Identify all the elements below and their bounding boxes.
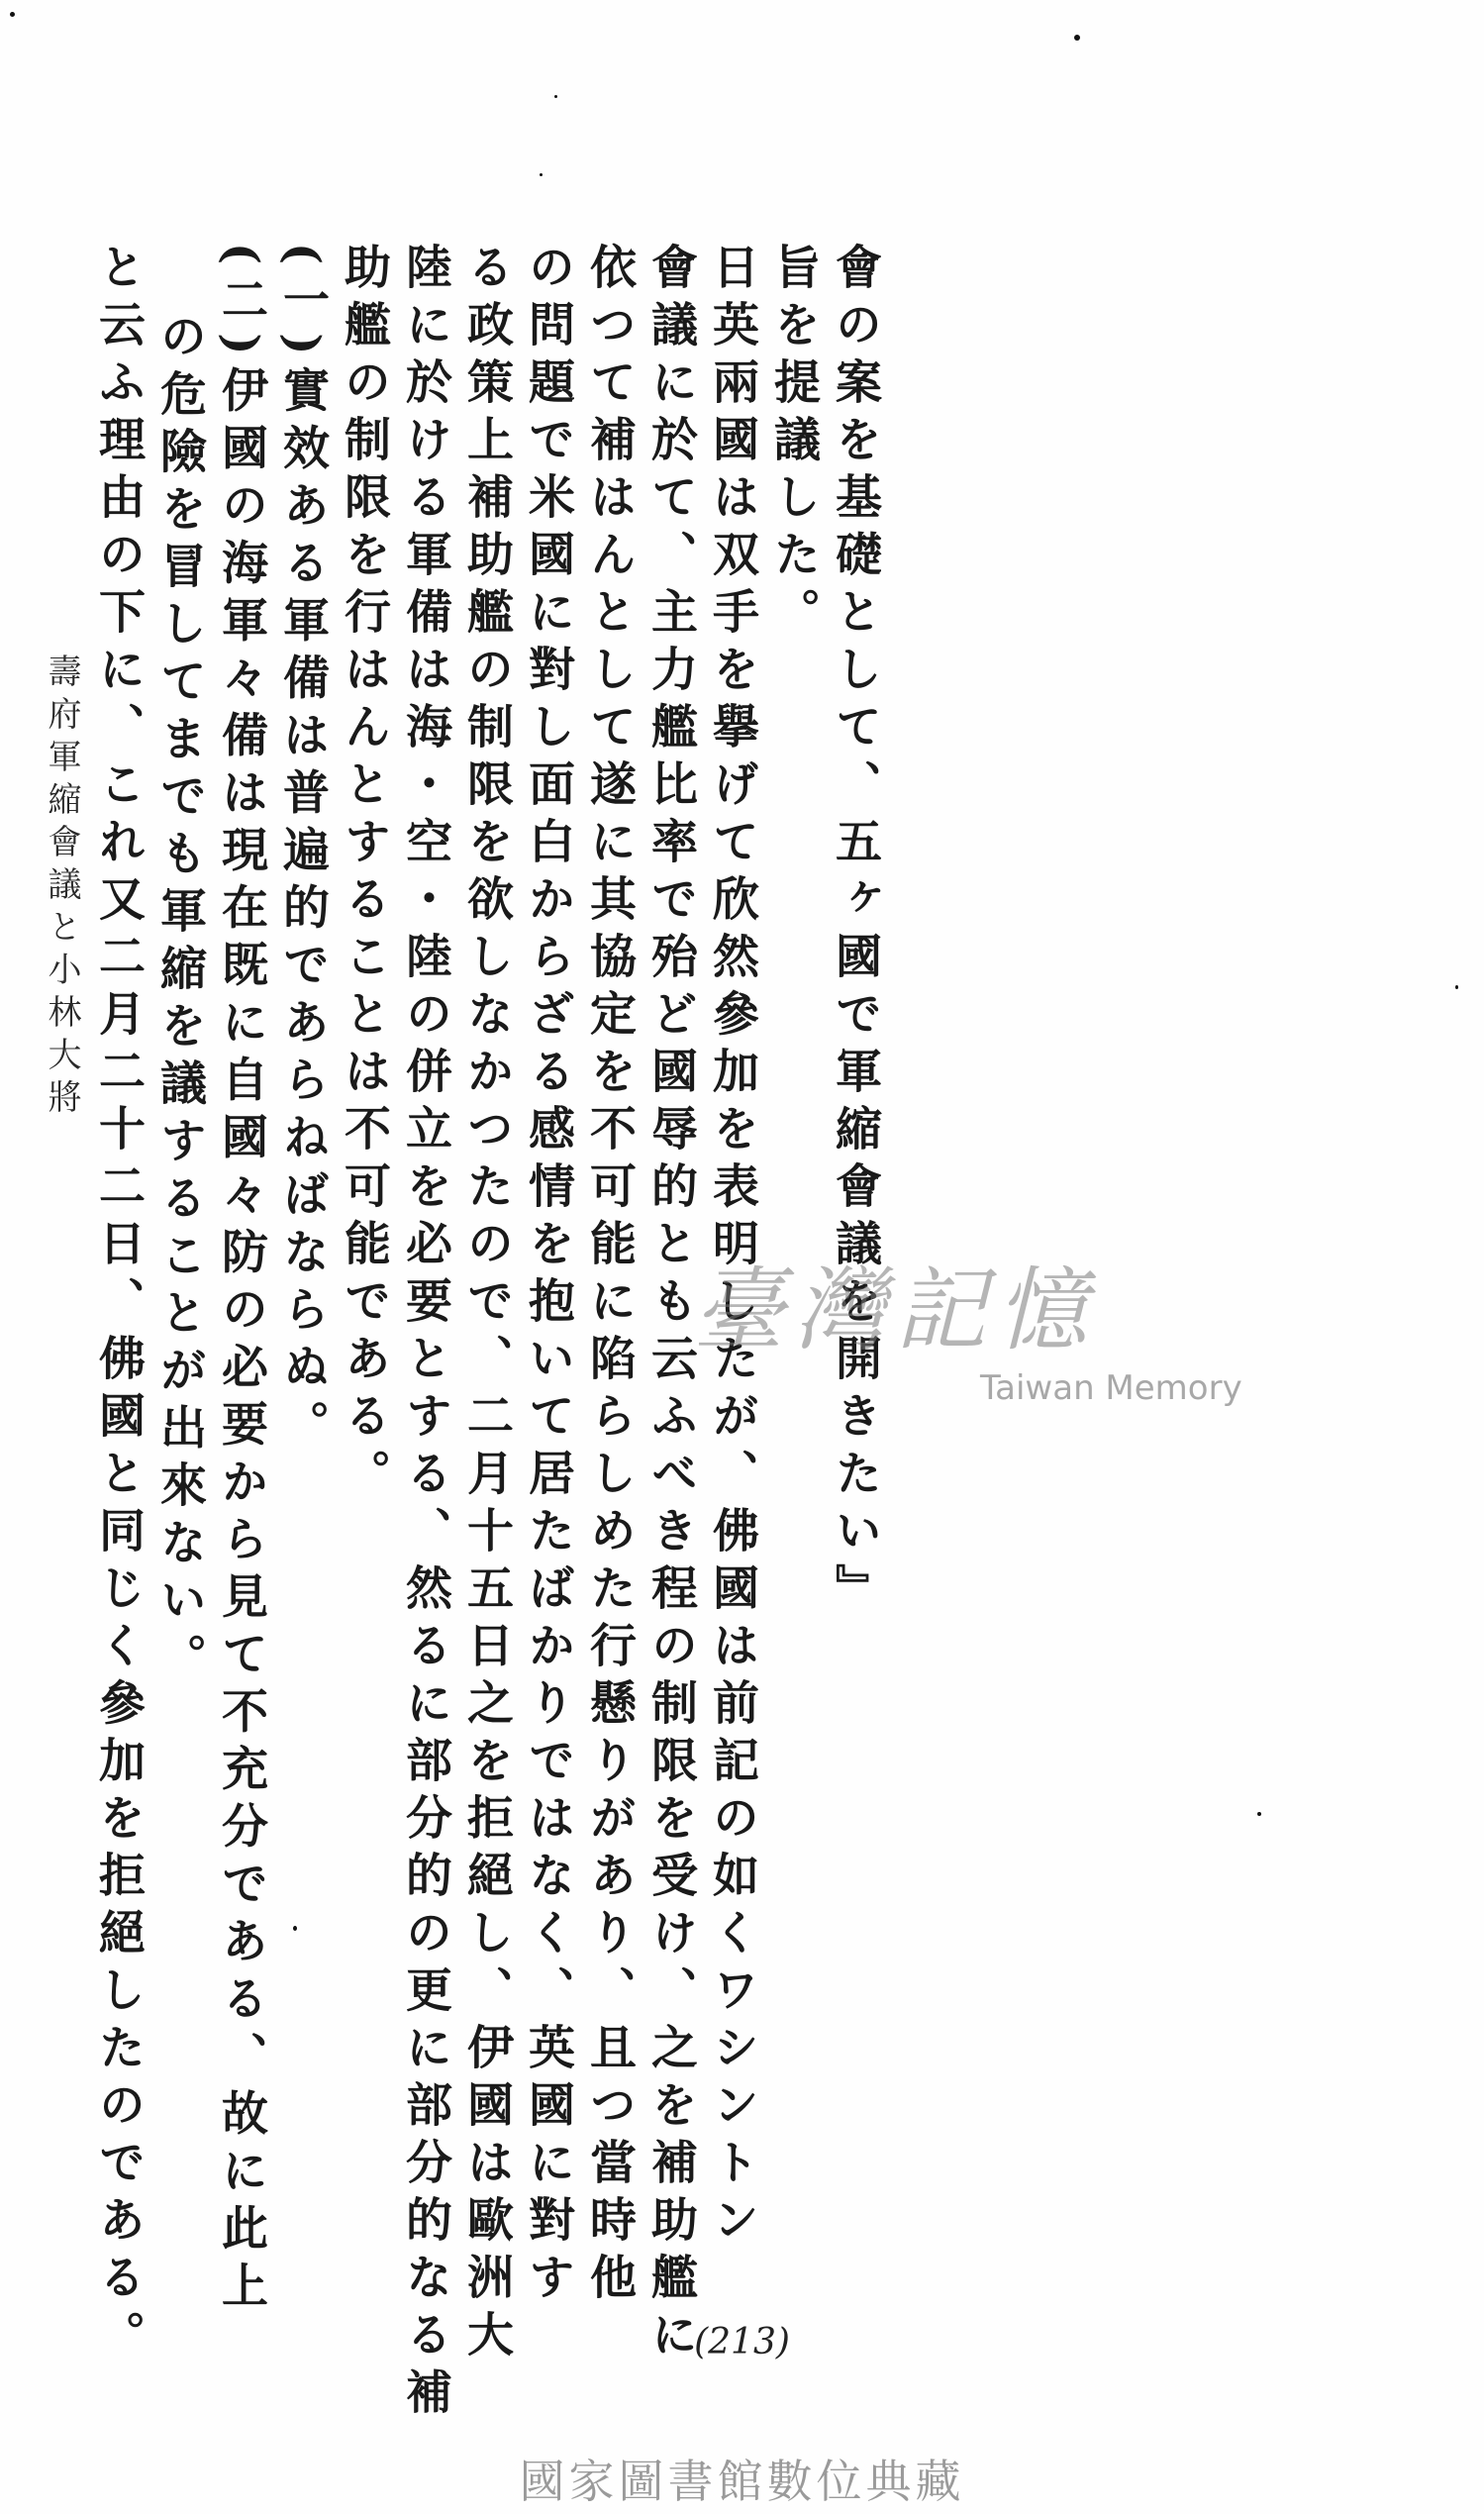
scan-speck	[10, 12, 15, 17]
watermark-logo	[693, 1238, 1247, 1436]
archive-credit: 國家圖書館數位典藏	[519, 2455, 965, 2508]
scan-speck	[1074, 35, 1080, 41]
text-column-4: 會議に於て、主力艦比率で殆ど國辱的とも云ふべき程の制限を受け、之を補助艦に	[643, 243, 698, 2367]
text-column-13: と云ふ理由の下に、これ又二月二十二日、佛國と同じく參加を拒絕したのである。	[91, 243, 146, 2367]
text-column-11: (二)伊國の海軍々備は現在既に自國々防の必要から見て不充分である、故に此上	[214, 243, 268, 2319]
text-column-9: 助艦の制限を行はんとすることは不可能である。	[337, 243, 391, 1506]
text-column-6: の問題で米國に對し面白からざる感情を抱いて居たばかりではなく、英國に對す	[521, 243, 575, 2310]
scan-speck	[540, 173, 543, 176]
text-column-1: 會の案を基礎として、五ヶ國で軍縮會議を開きたい』	[828, 243, 882, 1621]
watermark-subtitle: Taiwan Memory	[980, 1368, 1242, 1408]
text-column-8: 陸に於ける軍備は海・空・陸の併立を必要とする、然るに部分的の更に部分的なる補	[398, 243, 452, 2425]
scan-speck	[1455, 985, 1458, 989]
text-column-2: 旨を提議した。	[766, 243, 821, 645]
watermark-title: 臺灣記憶	[693, 1257, 1098, 1363]
text-column-10: (一)實效ある軍備は普遍的であらねばならぬ。	[275, 243, 330, 1458]
scan-speck	[293, 1926, 297, 1931]
page-number: (213)	[694, 2322, 790, 2363]
text-column-12: の危險を冒してまでも軍縮を議することが出來ない。	[152, 312, 207, 1690]
text-column-5: 依つて補はんとして遂に其協定を不可能に陷らしめた行懸りがあり、且つ當時他	[582, 243, 637, 2310]
running-head: 壽府軍縮會議と小林大將	[42, 654, 81, 1122]
text-column-7: る政策上補助艦の制限を欲しなかつたので、二月十五日之を拒絕し、伊國は歐洲大	[459, 243, 514, 2367]
text-column-3: 日英兩國は双手を擧げて欣然參加を表明したが、佛國は前記の如くワシントン	[705, 243, 759, 2253]
scan-speck	[554, 95, 557, 98]
scan-speck	[1257, 1812, 1261, 1816]
